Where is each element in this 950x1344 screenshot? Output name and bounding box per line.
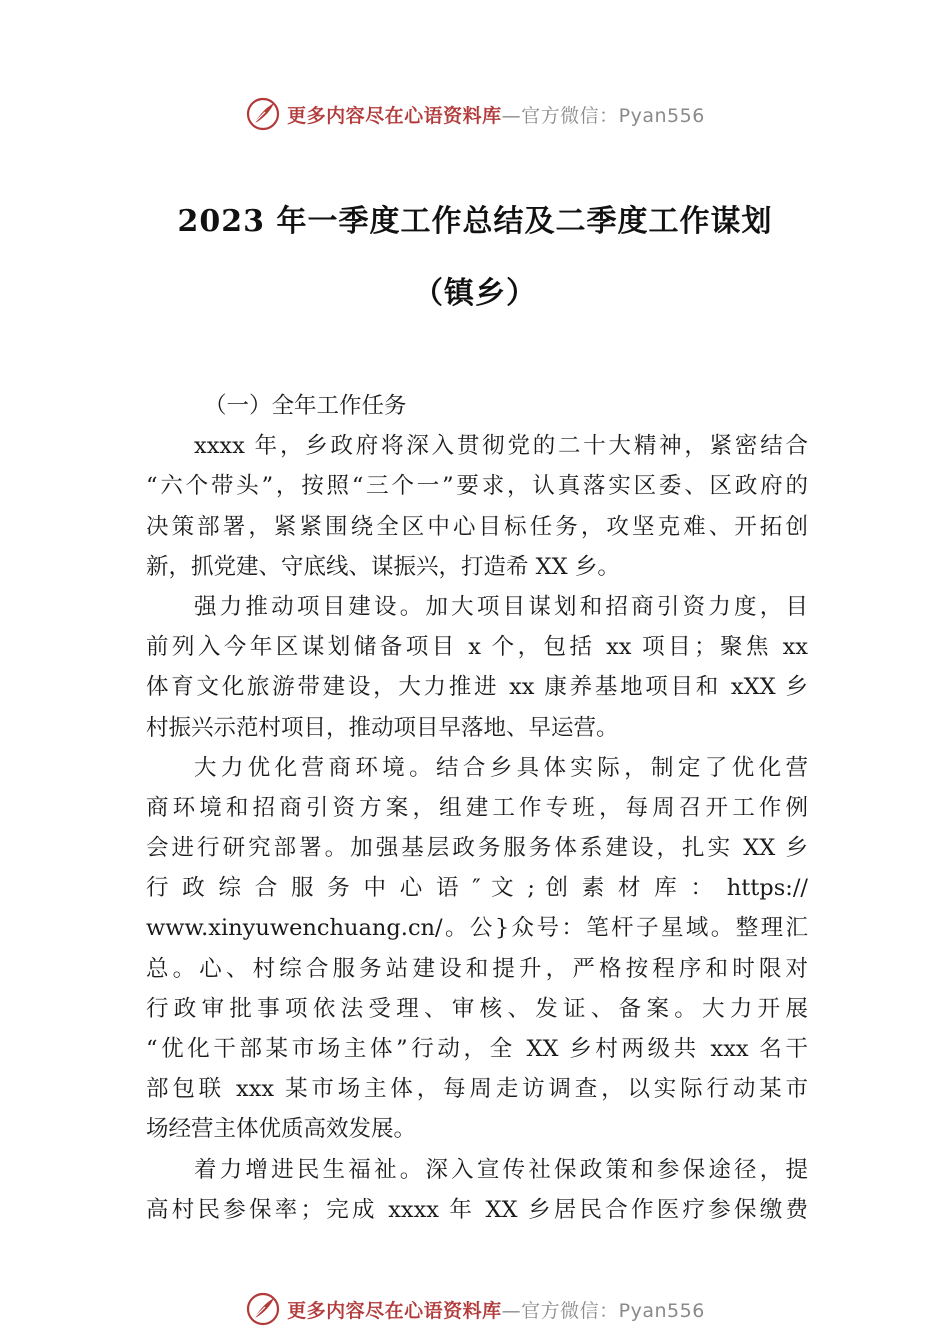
body-line: “六个带头”，按照“三个一”要求，认真落实区委、区政府的 bbox=[146, 473, 808, 500]
header-watermark-banner bbox=[0, 94, 950, 134]
body-line: xxxx 年，乡政府将深入贯彻党的二十大精神，紧密结合 bbox=[194, 433, 808, 460]
banner-text bbox=[287, 1296, 705, 1323]
body-line: 部包联 xxx 某市场主体，每周走访调查，以实际行动某市 bbox=[146, 1076, 808, 1103]
body-line: 村振兴示范村项目，推动项目早落地、早运营。 bbox=[146, 714, 619, 741]
body-line: 体育文化旅游带建设，大力推进 xx 康养基地项目和 xXX 乡 bbox=[146, 674, 808, 701]
quill-pen-circle-icon bbox=[245, 1291, 281, 1327]
banner-gray-text: —官方微信：Pyan556 bbox=[501, 1299, 705, 1322]
document-body bbox=[146, 386, 808, 1230]
document-title: 2023 年一季度工作总结及二季度工作谋划 bbox=[177, 204, 773, 239]
body-line: 强力推动项目建设。加大项目谋划和招商引资力度，目 bbox=[194, 593, 808, 620]
banner-red-text: 更多内容尽在心语资料库 bbox=[287, 1299, 502, 1322]
quill-pen-circle-icon bbox=[245, 96, 281, 132]
body-line: www.xinyuwenchuang.cn/。公}众号：笔杆子星域。整理汇 bbox=[146, 915, 808, 942]
body-line: 商环境和招商引资方案，组建工作专班，每周召开工作例 bbox=[146, 794, 808, 821]
banner-gray-text: —官方微信：Pyan556 bbox=[501, 104, 705, 127]
body-line: 行 政 综 合 服 务 中 心 语 ″ 文 ; 创 素 材 库 ： https:// bbox=[146, 875, 808, 902]
banner-text bbox=[287, 101, 705, 128]
body-line: 大力优化营商环境。结合乡具体实际，制定了优化营 bbox=[194, 754, 808, 781]
body-line: 行政审批事项依法受理、审核、发证、备案。大力开展 bbox=[146, 995, 808, 1022]
body-line: “优化干部某市场主体”行动，全 XX 乡村两级共 xxx 名干 bbox=[146, 1036, 808, 1062]
body-line: （一）全年工作任务 bbox=[204, 393, 407, 419]
banner-red-text: 更多内容尽在心语资料库 bbox=[287, 104, 502, 127]
body-line: 场经营主体优质高效发展。 bbox=[146, 1116, 417, 1143]
body-line: 高村民参保率；完成 xxxx 年 XX 乡居民合作医疗参保缴费 bbox=[146, 1196, 808, 1223]
body-line: 着力增进民生福祉。深入宣传社保政策和参保途径，提 bbox=[194, 1156, 808, 1183]
body-line: 新，抓党建、守底线、谋振兴，打造希 XX 乡。 bbox=[146, 553, 620, 580]
body-line: 前列入今年区谋划储备项目 x 个，包括 xx 项目；聚焦 xx bbox=[146, 634, 808, 661]
body-line: 决策部署，紧紧围绕全区中心目标任务，攻坚克难、开拓创 bbox=[146, 513, 808, 540]
document-subtitle: （镇乡） bbox=[413, 276, 537, 311]
body-line: 会进行研究部署。加强基层政务服务体系建设，扎实 XX 乡 bbox=[146, 835, 808, 862]
footer-watermark-banner bbox=[0, 1289, 950, 1329]
body-line: 总。心、村综合服务站建设和提升，严格按程序和时限对 bbox=[146, 955, 808, 982]
